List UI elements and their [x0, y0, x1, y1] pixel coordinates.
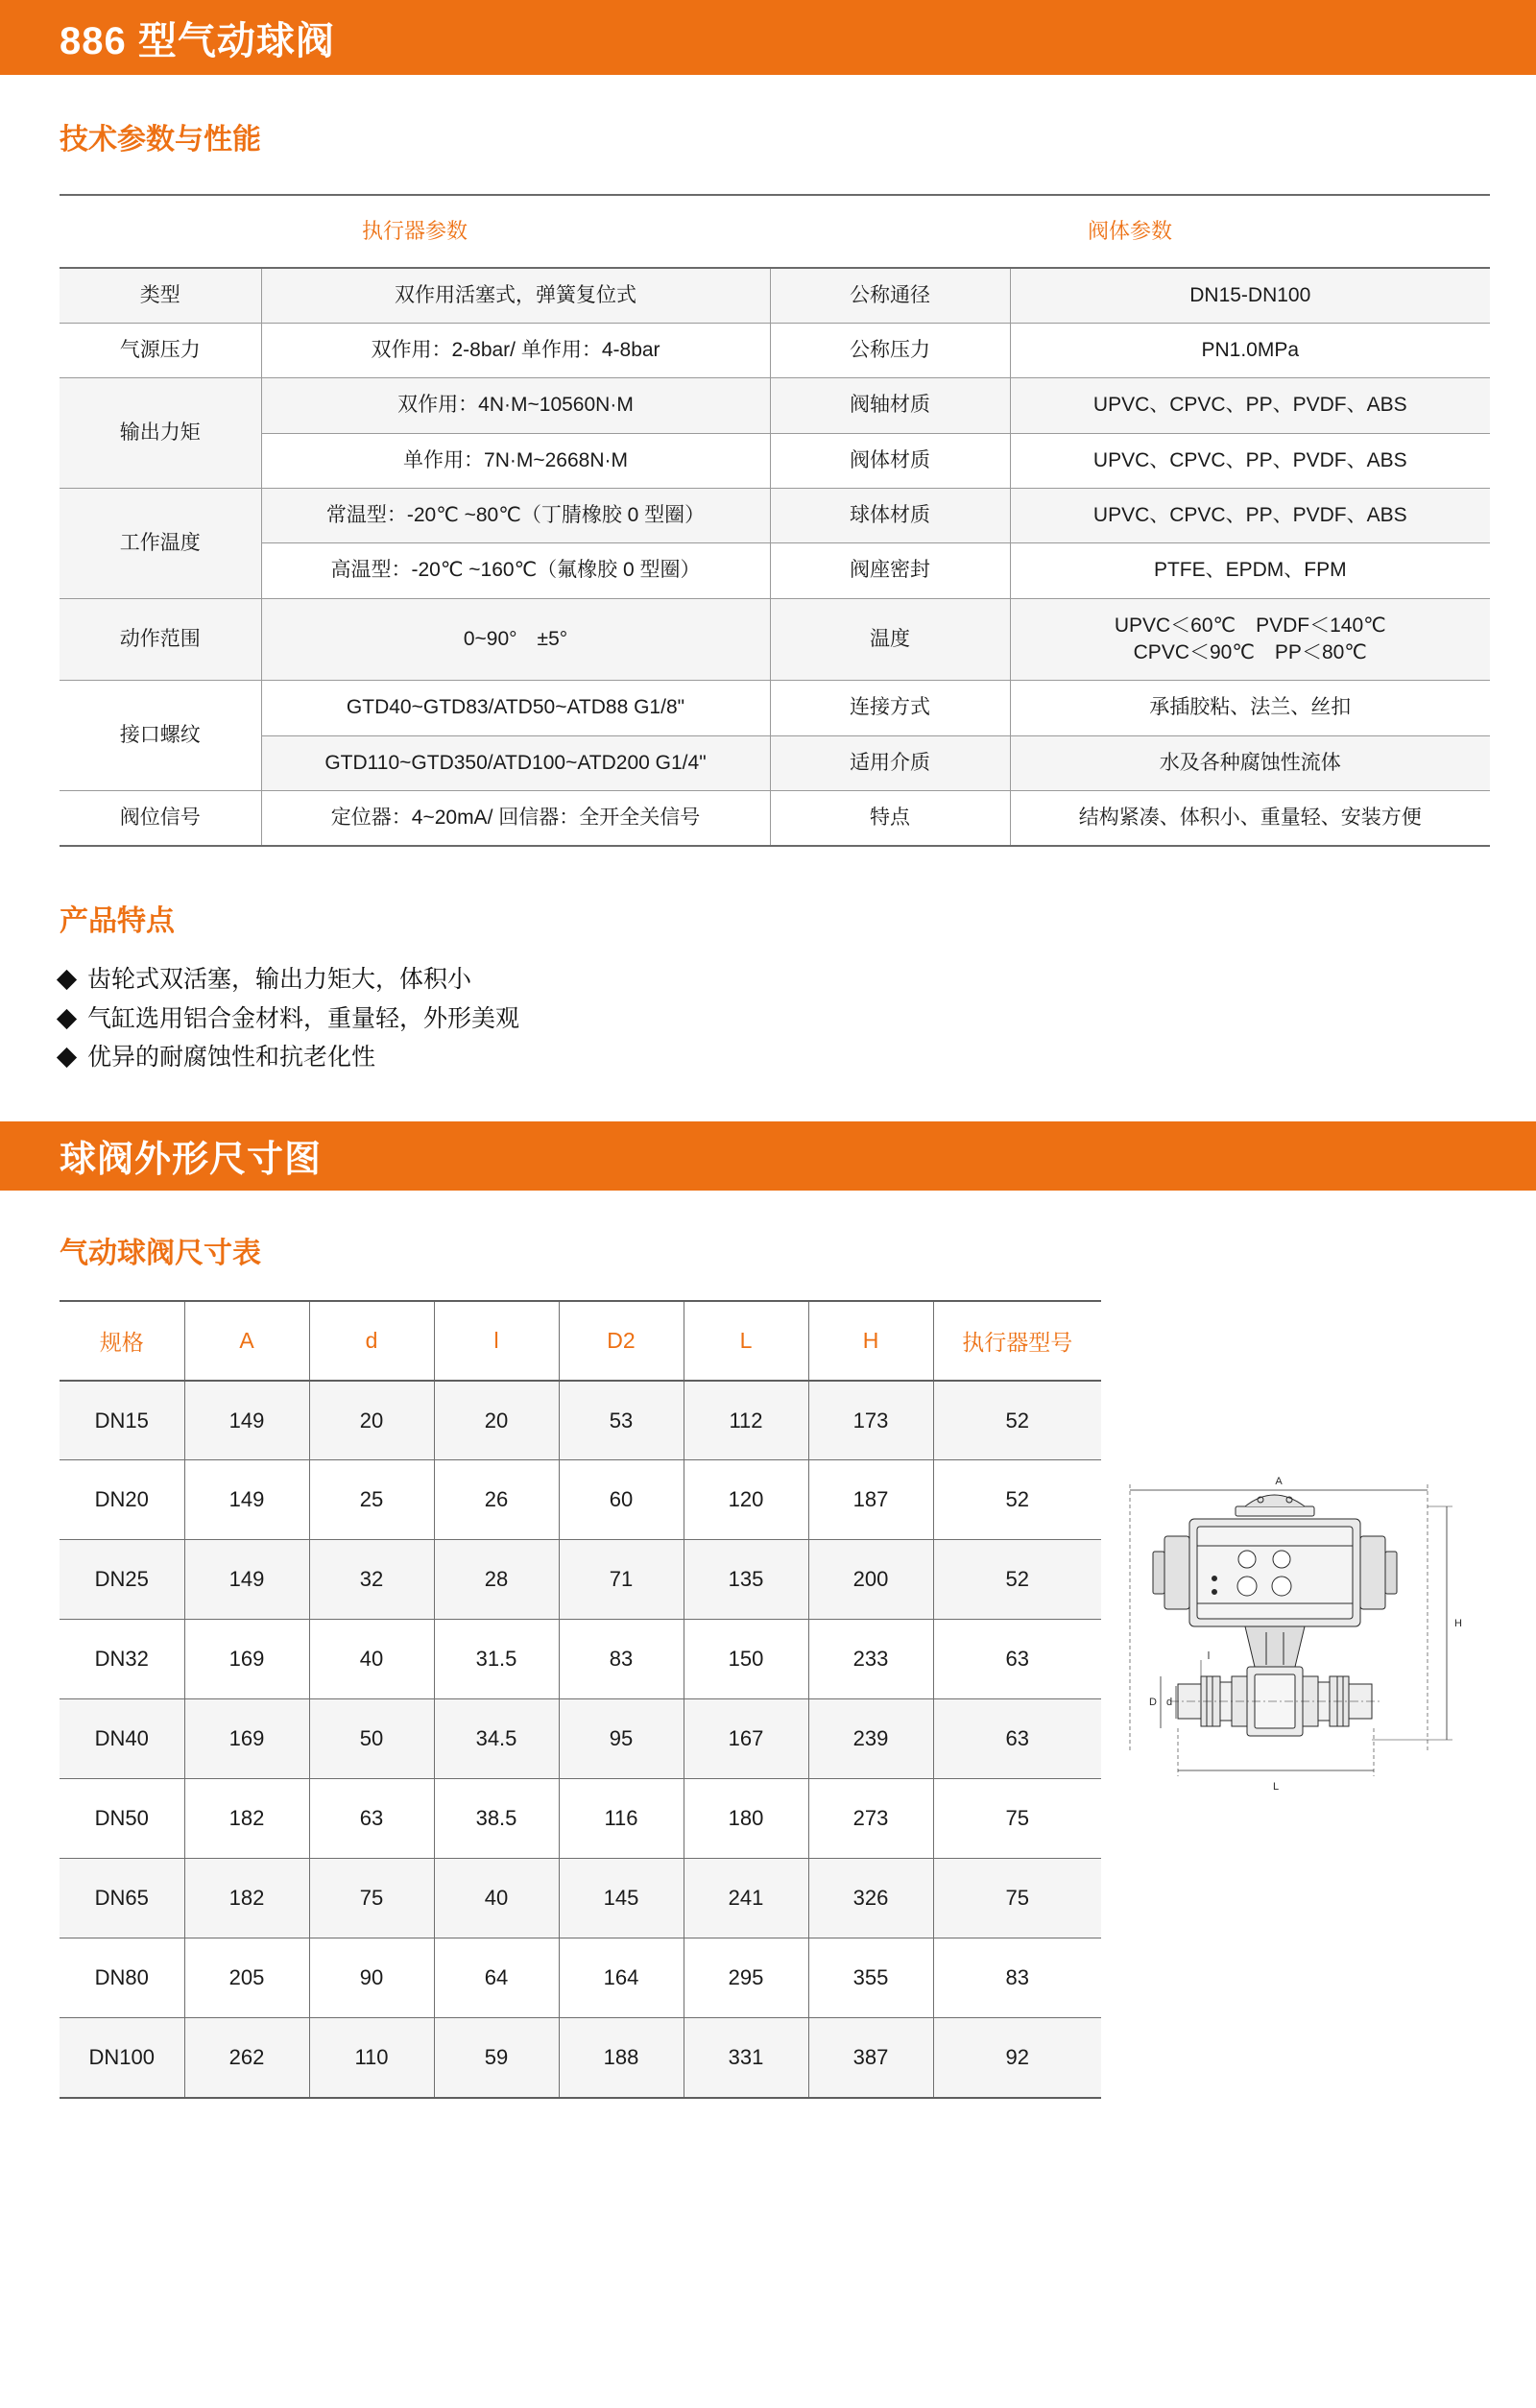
- spec-left-value: 双作用活塞式，弹簧复位式: [261, 268, 770, 324]
- spec-right-value: [1010, 598, 1490, 681]
- dim-cell: 326: [808, 1859, 933, 1938]
- spec-right-value: PN1.0MPa: [1010, 324, 1490, 378]
- dim-cell: 83: [933, 1938, 1101, 2018]
- dim-cell: 387: [808, 2018, 933, 2098]
- spec-left-label: 气源压力: [60, 324, 261, 378]
- spec-row: [60, 598, 1490, 681]
- dim-cell: 52: [933, 1540, 1101, 1620]
- dim-cell: 26: [434, 1460, 559, 1540]
- dim-cell: 75: [933, 1779, 1101, 1859]
- dim-col-header-lcap: L: [684, 1301, 808, 1381]
- dim-cell: DN40: [60, 1699, 184, 1779]
- spec-group-valvebody: 阀体参数: [770, 195, 1490, 268]
- dim-cell: 83: [559, 1620, 684, 1699]
- dim-cell: 64: [434, 1938, 559, 2018]
- dim-cell: 60: [559, 1460, 684, 1540]
- specs-heading: 技术参数与性能: [60, 124, 261, 156]
- drawing-label-H: H: [1454, 1617, 1462, 1629]
- spec-right-label: 公称压力: [770, 324, 1010, 378]
- dim-cell: 53: [559, 1381, 684, 1460]
- spec-row: [60, 735, 1490, 790]
- temp-line-1: UPVC＜60℃ PVDF＜140℃: [1114, 614, 1386, 637]
- dimensions-table: [60, 1300, 1101, 2099]
- dim-cell: 63: [933, 1699, 1101, 1779]
- dim-cell: 241: [684, 1859, 808, 1938]
- diamond-bullet-icon: [57, 1009, 77, 1029]
- spec-left-label: 接口螺纹: [60, 681, 261, 791]
- dim-cell: 233: [808, 1620, 933, 1699]
- drawing-label-L: L: [1272, 1780, 1280, 1793]
- features-heading: 产品特点: [60, 905, 175, 938]
- dim-cell: 239: [808, 1699, 933, 1779]
- spec-left-label: 输出力矩: [60, 378, 261, 489]
- drawing-label-d: d: [1165, 1696, 1173, 1708]
- dim-cell: DN25: [60, 1540, 184, 1620]
- dim-cell: 173: [808, 1381, 933, 1460]
- table-row: [60, 1699, 1101, 1779]
- dim-cell: 355: [808, 1938, 933, 2018]
- table-row: [60, 1779, 1101, 1859]
- spec-right-label: 温度: [770, 598, 1010, 681]
- spec-right-value: 水及各种腐蚀性流体: [1010, 735, 1490, 790]
- diamond-bullet-icon: [57, 1047, 77, 1068]
- dim-cell: 182: [184, 1779, 309, 1859]
- dim-col-header-d: d: [309, 1301, 434, 1381]
- table-row: [60, 1460, 1101, 1540]
- spec-group-actuator: 执行器参数: [60, 195, 770, 268]
- dim-cell: 135: [684, 1540, 808, 1620]
- dim-cell: 52: [933, 1381, 1101, 1460]
- dimensions-body: [60, 1381, 1101, 2098]
- spec-row: [60, 433, 1490, 488]
- dim-cell: 150: [684, 1620, 808, 1699]
- spec-row: [60, 681, 1490, 735]
- temp-line-2: CPVC＜90℃ PP＜80℃: [1133, 641, 1367, 664]
- dim-cell: 169: [184, 1699, 309, 1779]
- spec-right-label: 特点: [770, 791, 1010, 847]
- dim-cell: 167: [684, 1699, 808, 1779]
- dim-cell: 120: [684, 1460, 808, 1540]
- spec-left-value: 高温型：-20℃ ~160℃（氟橡胶 0 型圈）: [261, 543, 770, 598]
- dim-cell: 28: [434, 1540, 559, 1620]
- dimensions-header-row: [60, 1301, 1101, 1381]
- dim-cell: 188: [559, 2018, 684, 2098]
- feature-text: 气缸选用铝合金材料，重量轻，外形美观: [87, 1004, 520, 1032]
- table-row: [60, 1938, 1101, 2018]
- features-list: [60, 960, 1476, 1077]
- table-row: [60, 2018, 1101, 2098]
- spec-right-value: DN15-DN100: [1010, 268, 1490, 324]
- spec-right-value: PTFE、EPDM、FPM: [1010, 543, 1490, 598]
- spec-left-value: 常温型：-20℃ ~80℃（丁腈橡胶 0 型圈）: [261, 489, 770, 543]
- dim-cell: 295: [684, 1938, 808, 2018]
- spec-left-label: 阀位信号: [60, 791, 261, 847]
- table-row: [60, 1859, 1101, 1938]
- spec-left-value: GTD40~GTD83/ATD50~ATD88 G1/8": [261, 681, 770, 735]
- spec-right-value: UPVC、CPVC、PP、PVDF、ABS: [1010, 489, 1490, 543]
- dim-cell: DN80: [60, 1938, 184, 2018]
- specs-section: [0, 115, 1536, 1077]
- spec-left-value: GTD110~GTD350/ATD100~ATD200 G1/4": [261, 735, 770, 790]
- dim-col-header-spec: 规格: [60, 1301, 184, 1381]
- dim-cell: 63: [309, 1779, 434, 1859]
- spec-right-label: 阀轴材质: [770, 378, 1010, 433]
- spec-row: [60, 324, 1490, 378]
- dimensions-banner-title: 球阀外形尺寸图: [60, 1140, 323, 1181]
- drawing-label-D: D: [1149, 1696, 1157, 1708]
- spec-row: [60, 268, 1490, 324]
- drawing-label-l: l: [1207, 1649, 1211, 1662]
- dim-cell: 75: [933, 1859, 1101, 1938]
- dim-cell: 180: [684, 1779, 808, 1859]
- spec-right-value: UPVC、CPVC、PP、PVDF、ABS: [1010, 433, 1490, 488]
- dim-cell: 116: [559, 1779, 684, 1859]
- spec-right-label: 阀座密封: [770, 543, 1010, 598]
- dim-cell: 90: [309, 1938, 434, 2018]
- spec-left-value: 双作用：4N·M~10560N·M: [261, 378, 770, 433]
- spec-right-label: 公称通径: [770, 268, 1010, 324]
- dim-cell: 40: [309, 1620, 434, 1699]
- dim-cell: 149: [184, 1540, 309, 1620]
- spec-group-header-row: [60, 195, 1490, 268]
- dim-cell: DN50: [60, 1779, 184, 1859]
- spec-row: [60, 378, 1490, 433]
- spec-right-value: 承插胶粘、法兰、丝扣: [1010, 681, 1490, 735]
- dim-cell: DN100: [60, 2018, 184, 2098]
- spec-row: [60, 791, 1490, 847]
- dim-cell: DN15: [60, 1381, 184, 1460]
- dim-cell: 182: [184, 1859, 309, 1938]
- dim-cell: 59: [434, 2018, 559, 2098]
- dim-cell: 205: [184, 1938, 309, 2018]
- dim-cell: DN20: [60, 1460, 184, 1540]
- dim-cell: DN32: [60, 1620, 184, 1699]
- spec-row: [60, 543, 1490, 598]
- dim-col-header-h: H: [808, 1301, 933, 1381]
- table-row: [60, 1540, 1101, 1620]
- dim-cell: 187: [808, 1460, 933, 1540]
- dim-cell: 262: [184, 2018, 309, 2098]
- spec-left-value: 单作用：7N·M~2668N·M: [261, 433, 770, 488]
- spec-right-label: 球体材质: [770, 489, 1010, 543]
- dim-cell: 331: [684, 2018, 808, 2098]
- page-title: 886 型气动球阀: [60, 19, 335, 62]
- spec-left-value: 双作用：2-8bar/ 单作用：4-8bar: [261, 324, 770, 378]
- feature-text: 齿轮式双活塞，输出力矩大，体积小: [87, 966, 472, 994]
- dim-cell: 149: [184, 1460, 309, 1540]
- dimensions-banner: [0, 1121, 1536, 1191]
- dim-cell: 71: [559, 1540, 684, 1620]
- dim-cell: 63: [933, 1620, 1101, 1699]
- dim-cell: DN65: [60, 1859, 184, 1938]
- dim-cell: 149: [184, 1381, 309, 1460]
- page-header-banner: [0, 0, 1536, 75]
- dim-cell: 110: [309, 2018, 434, 2098]
- dim-col-header-actuator: 执行器型号: [933, 1301, 1101, 1381]
- spec-right-label: 适用介质: [770, 735, 1010, 790]
- spec-left-label: 动作范围: [60, 598, 261, 681]
- spec-left-value: 0~90° ±5°: [261, 598, 770, 681]
- dim-cell: 20: [434, 1381, 559, 1460]
- dim-col-header-l: l: [434, 1301, 559, 1381]
- dim-cell: 92: [933, 2018, 1101, 2098]
- spec-left-label: 工作温度: [60, 489, 261, 599]
- dim-cell: 169: [184, 1620, 309, 1699]
- dim-cell: 200: [808, 1540, 933, 1620]
- spec-row: [60, 489, 1490, 543]
- dim-cell: 164: [559, 1938, 684, 2018]
- dim-cell: 75: [309, 1859, 434, 1938]
- pneumatic-ball-valve-drawing: [1101, 1463, 1485, 1943]
- spec-right-label: 连接方式: [770, 681, 1010, 735]
- dim-cell: 38.5: [434, 1779, 559, 1859]
- dim-col-header-a: A: [184, 1301, 309, 1381]
- dim-cell: 40: [434, 1859, 559, 1938]
- dim-cell: 95: [559, 1699, 684, 1779]
- spec-right-label: 阀体材质: [770, 433, 1010, 488]
- dim-cell: 32: [309, 1540, 434, 1620]
- dim-cell: 31.5: [434, 1620, 559, 1699]
- drawing-label-A: A: [1275, 1475, 1283, 1487]
- dim-cell: 20: [309, 1381, 434, 1460]
- feature-item: [60, 1038, 1476, 1077]
- dim-cell: 34.5: [434, 1699, 559, 1779]
- spec-left-value: 定位器：4~20mA/ 回信器：全开全关信号: [261, 791, 770, 847]
- valve-drawing-container: [1101, 1300, 1485, 1943]
- spec-table: [60, 194, 1490, 847]
- dim-cell: 145: [559, 1859, 684, 1938]
- diamond-bullet-icon: [57, 970, 77, 990]
- spec-right-value: 结构紧凑、体积小、重量轻、安装方便: [1010, 791, 1490, 847]
- dim-cell: 112: [684, 1381, 808, 1460]
- spec-left-label: 类型: [60, 268, 261, 324]
- dim-col-header-d2: D2: [559, 1301, 684, 1381]
- dim-cell: 52: [933, 1460, 1101, 1540]
- dim-cell: 25: [309, 1460, 434, 1540]
- dim-cell: 50: [309, 1699, 434, 1779]
- spec-right-value: UPVC、CPVC、PP、PVDF、ABS: [1010, 378, 1490, 433]
- feature-text: 优异的耐腐蚀性和抗老化性: [87, 1044, 376, 1072]
- dimensions-heading: 气动球阀尺寸表: [60, 1237, 261, 1269]
- dimensions-section: [0, 1229, 1536, 2099]
- dim-cell: 273: [808, 1779, 933, 1859]
- table-row: [60, 1381, 1101, 1460]
- feature-item: [60, 960, 1476, 999]
- table-row: [60, 1620, 1101, 1699]
- feature-item: [60, 999, 1476, 1039]
